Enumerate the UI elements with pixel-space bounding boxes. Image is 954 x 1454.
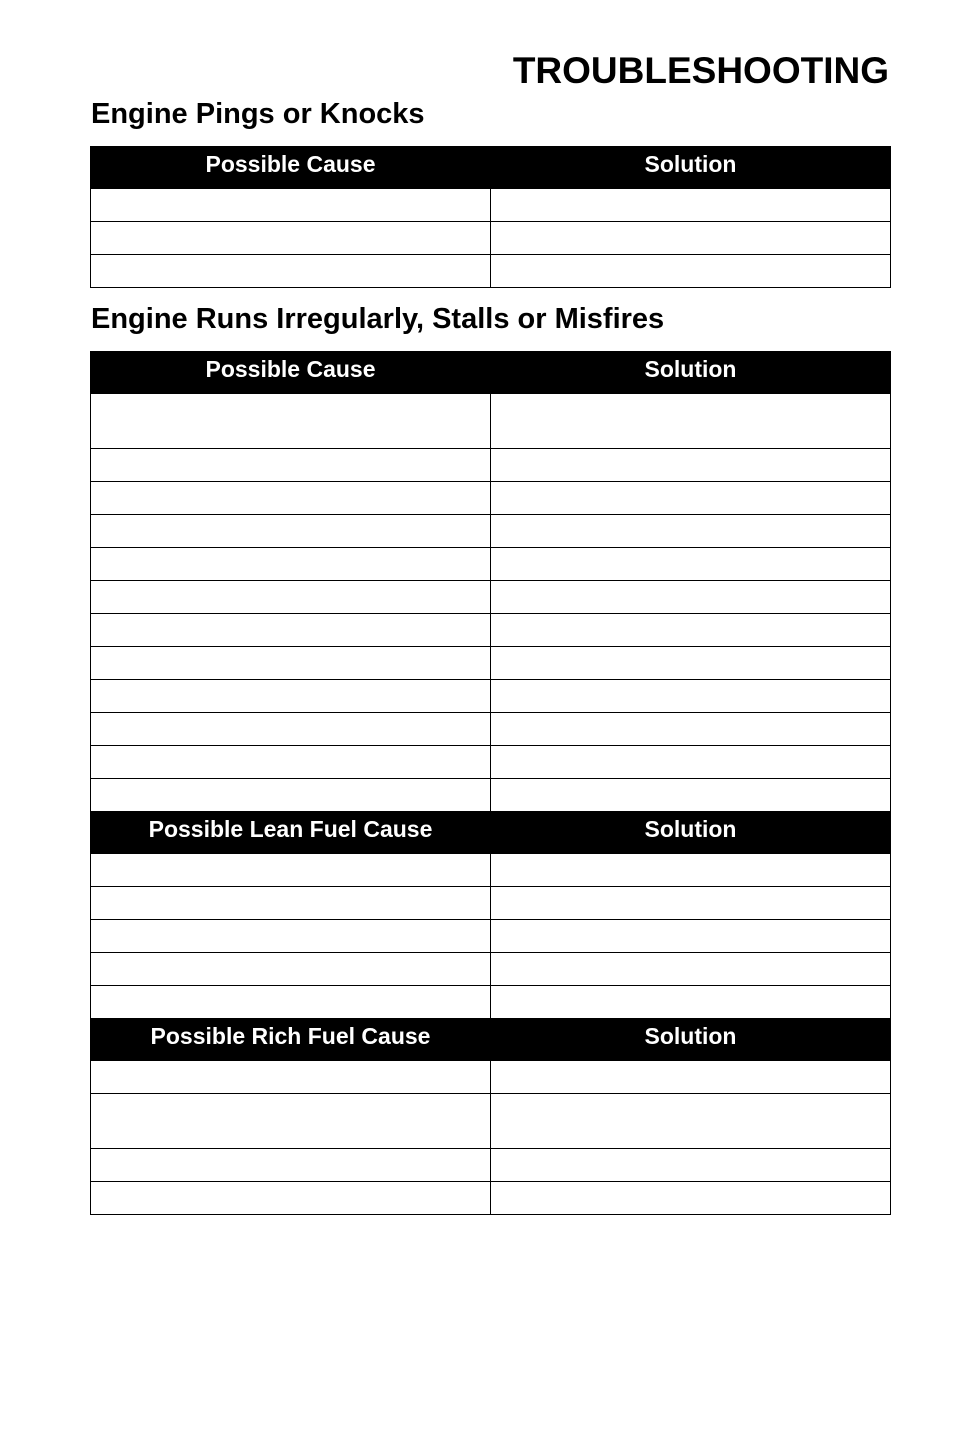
table-row	[91, 920, 891, 953]
possible-rich-fuel-cause-header: Possible Rich Fuel Cause	[91, 1019, 491, 1061]
cause-cell	[91, 1094, 491, 1149]
solution-cell	[491, 986, 891, 1019]
table-header-row	[91, 147, 891, 189]
table-row	[91, 887, 891, 920]
rich-fuel-header-row	[91, 1019, 891, 1061]
table-row	[91, 482, 891, 515]
table-row	[91, 255, 891, 288]
solution-cell	[491, 515, 891, 548]
table-row	[91, 680, 891, 713]
cause-cell	[91, 920, 491, 953]
table-row	[91, 779, 891, 812]
solution-cell	[491, 713, 891, 746]
table-row	[91, 1061, 891, 1094]
solution-cell	[491, 953, 891, 986]
solution-cell	[491, 255, 891, 288]
table-row	[91, 854, 891, 887]
lean-fuel-header-row	[91, 812, 891, 854]
section-heading-engine-pings: Engine Pings or Knocks	[91, 98, 425, 130]
cause-cell	[91, 953, 491, 986]
solution-header: Solution	[491, 352, 891, 394]
solution-cell	[491, 779, 891, 812]
engine-pings-table	[90, 146, 891, 288]
solution-cell	[491, 1061, 891, 1094]
table-row	[91, 222, 891, 255]
table-row	[91, 515, 891, 548]
page-title: TROUBLESHOOTING	[512, 50, 889, 91]
possible-cause-header: Possible Cause	[91, 147, 491, 189]
cause-cell	[91, 222, 491, 255]
solution-cell	[491, 746, 891, 779]
cause-cell	[91, 255, 491, 288]
table-row	[91, 394, 891, 449]
solution-cell	[491, 548, 891, 581]
cause-cell	[91, 887, 491, 920]
table-row	[91, 581, 891, 614]
solution-cell	[491, 854, 891, 887]
table-header-row	[91, 352, 891, 394]
cause-cell	[91, 515, 491, 548]
solution-cell	[491, 581, 891, 614]
cause-cell	[91, 1149, 491, 1182]
cause-cell	[91, 647, 491, 680]
solution-header: Solution	[491, 147, 891, 189]
cause-cell	[91, 581, 491, 614]
possible-lean-fuel-cause-header: Possible Lean Fuel Cause	[91, 812, 491, 854]
table-row	[91, 449, 891, 482]
cause-cell	[91, 482, 491, 515]
solution-cell	[491, 1094, 891, 1149]
solution-cell	[491, 647, 891, 680]
cause-cell	[91, 189, 491, 222]
cause-cell	[91, 779, 491, 812]
solution-cell	[491, 449, 891, 482]
cause-cell	[91, 449, 491, 482]
table-row	[91, 986, 891, 1019]
engine-runs-irregularly-table	[90, 351, 891, 1215]
solution-cell	[491, 394, 891, 449]
table-row	[91, 614, 891, 647]
table-row	[91, 1094, 891, 1149]
solution-cell	[491, 887, 891, 920]
cause-cell	[91, 854, 491, 887]
table-row	[91, 1182, 891, 1215]
solution-cell	[491, 614, 891, 647]
cause-cell	[91, 986, 491, 1019]
cause-cell	[91, 1182, 491, 1215]
cause-cell	[91, 1061, 491, 1094]
solution-cell	[491, 482, 891, 515]
table-row	[91, 548, 891, 581]
possible-cause-header: Possible Cause	[91, 352, 491, 394]
table-row	[91, 189, 891, 222]
solution-cell	[491, 920, 891, 953]
cause-cell	[91, 746, 491, 779]
solution-cell	[491, 189, 891, 222]
solution-header: Solution	[491, 1019, 891, 1061]
solution-header: Solution	[491, 812, 891, 854]
cause-cell	[91, 680, 491, 713]
cause-cell	[91, 614, 491, 647]
table-row	[91, 746, 891, 779]
table-row	[91, 953, 891, 986]
solution-cell	[491, 1182, 891, 1215]
table-row	[91, 647, 891, 680]
solution-cell	[491, 680, 891, 713]
table-row	[91, 713, 891, 746]
section-heading-engine-runs-irregularly: Engine Runs Irregularly, Stalls or Misfires	[91, 303, 665, 335]
cause-cell	[91, 394, 491, 449]
solution-cell	[491, 222, 891, 255]
cause-cell	[91, 548, 491, 581]
cause-cell	[91, 713, 491, 746]
table-row	[91, 1149, 891, 1182]
solution-cell	[491, 1149, 891, 1182]
